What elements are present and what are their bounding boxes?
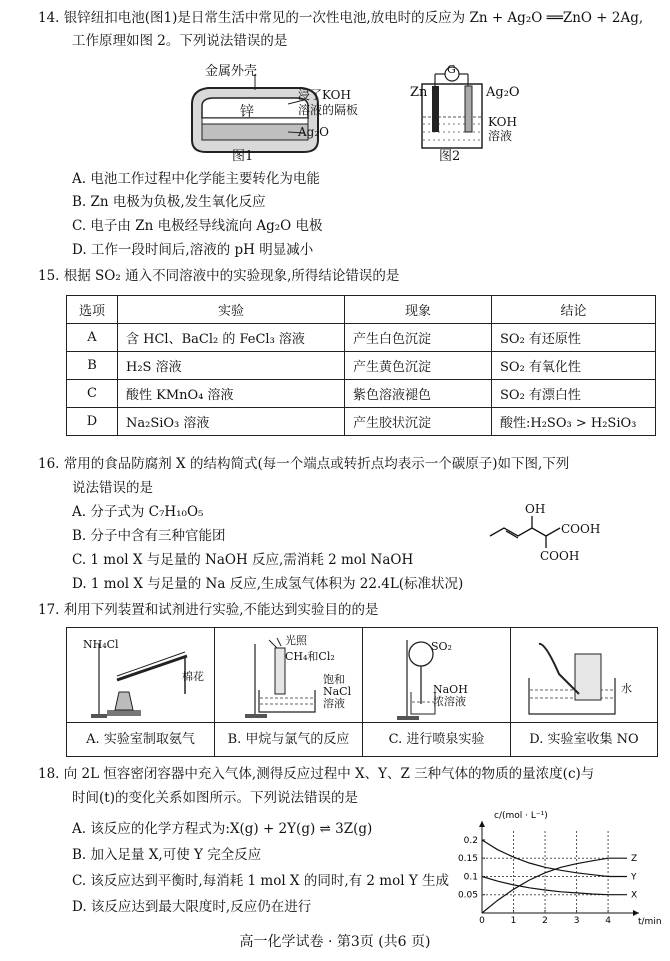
fig2-zn-label: Zn — [410, 85, 428, 100]
q14-stem-line2: 工作原理如图 2。下列说法错误的是 — [72, 33, 288, 49]
q18-option-b: B. 加入足量 X,可使 Y 完全反应 — [72, 847, 262, 863]
table-cell: B — [67, 352, 118, 380]
q17-cell-c — [363, 628, 511, 756]
table-cell: D — [67, 408, 118, 436]
q18-stem-line1: 18. 向 2L 恒容密闭容器中充入气体,测得反应过程中 X、Y、Z 三种气体的物质的量浓度(c)与 — [38, 766, 595, 782]
table-cell: SO₂ 有漂白性 — [492, 380, 656, 408]
table-header-cell: 现象 — [345, 296, 492, 324]
structure-cooh-label-2: COOH — [540, 549, 580, 563]
series-line-z — [482, 858, 627, 913]
y-tick-label: 0.05 — [457, 890, 478, 901]
y-axis-arrow — [479, 821, 485, 827]
table-header-cell: 结论 — [492, 296, 656, 324]
table-row — [67, 408, 656, 436]
table-cell: 含 HCl、BaCl₂ 的 FeCl₃ 溶液 — [118, 324, 345, 352]
structure-oh-label: OH — [525, 502, 546, 516]
table-header-cell: 实验 — [118, 296, 345, 324]
q17-caption-b: B. 甲烷与氯气的反应 — [215, 722, 362, 757]
fig1-shell-label: 金属外壳 — [205, 64, 258, 79]
fig1-caption: 图1 — [232, 149, 254, 164]
x-tick-label: 4 — [605, 916, 611, 926]
q14-stem-line1: 14. 银锌纽扣电池(图1)是日常生活中常见的一次性电池,放电时的反应为 Zn + Ag₂O ══ZnO + 2Ag, — [38, 10, 644, 26]
fig2-meter-label: G — [447, 63, 456, 76]
fig2-koh-label-2: 溶液 — [488, 129, 513, 143]
table-cell: C — [67, 380, 118, 408]
q18-option-d: D. 该反应达到最大限度时,反应仍在进行 — [72, 899, 312, 915]
q17-caption-a: A. 实验室制取氨气 — [67, 722, 214, 757]
q17-cell-d — [511, 628, 657, 756]
fig2-koh-label-1: KOH — [488, 115, 517, 129]
q16-option-d: D. 1 mol X 与足量的 Na 反应,生成氢气体积为 22.4L(标准状况) — [72, 576, 464, 592]
fig1-separator-label-1: 浸了KOH — [298, 88, 351, 102]
q15-table — [66, 295, 656, 436]
q17-stem: 17. 利用下列装置和试剂进行实验,不能达到实验目的的是 — [38, 602, 379, 618]
d-water-label: 水 — [621, 682, 632, 695]
structure-cooh-label-1: COOH — [561, 522, 601, 536]
q16-stem-line2: 说法错误的是 — [72, 480, 153, 496]
q17-caption-d: D. 实验室收集 NO — [511, 722, 657, 757]
q15-stem: 15. 根据 SO₂ 通入不同溶液中的实验现象,所得结论错误的是 — [38, 268, 400, 284]
q17-apparatus-table — [66, 627, 658, 757]
q16-option-c: C. 1 mol X 与足量的 NaOH 反应,需消耗 2 mol NaOH — [72, 552, 414, 568]
c-naoh-label-2: 浓溶液 — [433, 695, 466, 708]
b-light-label: 光照 — [285, 634, 307, 647]
x-axis-arrow — [633, 910, 639, 916]
table-row — [67, 352, 656, 380]
b-ch4cl2-label: CH₄和Cl₂ — [285, 650, 335, 663]
c-so2-label: SO₂ — [431, 640, 452, 653]
table-cell: SO₂ 有氧化性 — [492, 352, 656, 380]
table-cell: 酸性 KMnO₄ 溶液 — [118, 380, 345, 408]
series-label-y: Y — [631, 872, 637, 883]
chart-y-axis-label: c/(mol · L⁻¹) — [494, 811, 548, 821]
table-header-cell: 选项 — [67, 296, 118, 324]
no-collection-figure — [519, 634, 649, 720]
table-cell: A — [67, 324, 118, 352]
q17-caption-c: C. 进行喷泉实验 — [363, 722, 510, 757]
x-tick-label: 0 — [479, 916, 485, 926]
table-cell: 产生胶状沉淀 — [345, 408, 492, 436]
page-footer: 高一化学试卷 · 第3页 (共6 页) — [239, 934, 431, 950]
concentration-time-chart — [440, 810, 665, 926]
q17-cell-a — [67, 628, 215, 756]
table-cell: 酸性:H₂SO₃ > H₂SiO₃ — [492, 408, 656, 436]
y-tick-label: 0.15 — [457, 854, 478, 865]
fig1-zinc-label: 锌 — [240, 104, 254, 120]
b-nacl-label-2: NaCl — [323, 685, 352, 698]
series-label-z: Z — [631, 854, 638, 865]
table-cell: Na₂SiO₃ 溶液 — [118, 408, 345, 436]
table-cell: 紫色溶液褪色 — [345, 380, 492, 408]
table-cell: H₂S 溶液 — [118, 352, 345, 380]
q14-option-d: D. 工作一段时间后,溶液的 pH 明显减小 — [72, 242, 314, 258]
series-line-x — [482, 877, 627, 895]
q17-cell-b — [215, 628, 363, 756]
q18-stem-line2: 时间(t)的变化关系如图所示。下列说法错误的是 — [72, 790, 358, 806]
a-nh4cl-label: NH₄Cl — [83, 638, 119, 651]
fig1-ag2o-label: Ag₂O — [298, 125, 329, 139]
fig2-caption: 图2 — [439, 149, 461, 164]
q14-option-c: C. 电子由 Zn 电极经导线流向 Ag₂O 电极 — [72, 218, 323, 234]
series-label-x: X — [631, 890, 638, 901]
fig2-ag2o-label: Ag₂O — [486, 85, 520, 100]
b-nacl-label-1: 饱和 — [323, 673, 345, 686]
fig1-separator-label-2: 溶液的隔板 — [298, 103, 359, 117]
chart-x-axis-label: t/min — [638, 917, 662, 926]
q18-option-c: C. 该反应达到平衡时,每消耗 1 mol X 的同时,有 2 mol Y 生成 — [72, 873, 450, 889]
x-tick-label: 3 — [573, 916, 580, 926]
table-cell: 产生白色沉淀 — [345, 324, 492, 352]
y-tick-label: 0.1 — [463, 872, 478, 883]
x-tick-label: 2 — [542, 916, 548, 926]
table-cell: 产生黄色沉淀 — [345, 352, 492, 380]
q16-option-b: B. 分子中含有三种官能团 — [72, 528, 226, 544]
a-cotton-label: 棉花 — [182, 670, 204, 683]
q14-option-a: A. 电池工作过程中化学能主要转化为电能 — [72, 171, 320, 187]
q14-option-b: B. Zn 电极为负极,发生氧化反应 — [72, 194, 266, 210]
q18-option-a: A. 该反应的化学方程式为:X(g) + 2Y(g) ⇌ 3Z(g) — [72, 821, 373, 837]
x-tick-label: 1 — [510, 916, 517, 926]
b-nacl-label-3: 溶液 — [323, 697, 345, 710]
q16-option-a: A. 分子式为 C₇H₁₀O₅ — [72, 504, 204, 520]
table-row — [67, 380, 656, 408]
table-cell: SO₂ 有还原性 — [492, 324, 656, 352]
c-naoh-label-1: NaOH — [433, 683, 468, 696]
y-tick-label: 0.2 — [463, 835, 478, 846]
q16-stem-line1: 16. 常用的食品防腐剂 X 的结构简式(每一个端点或转折点均表示一个碳原子)如下图,下列 — [38, 456, 570, 472]
table-header-row — [67, 296, 656, 324]
table-row — [67, 324, 656, 352]
